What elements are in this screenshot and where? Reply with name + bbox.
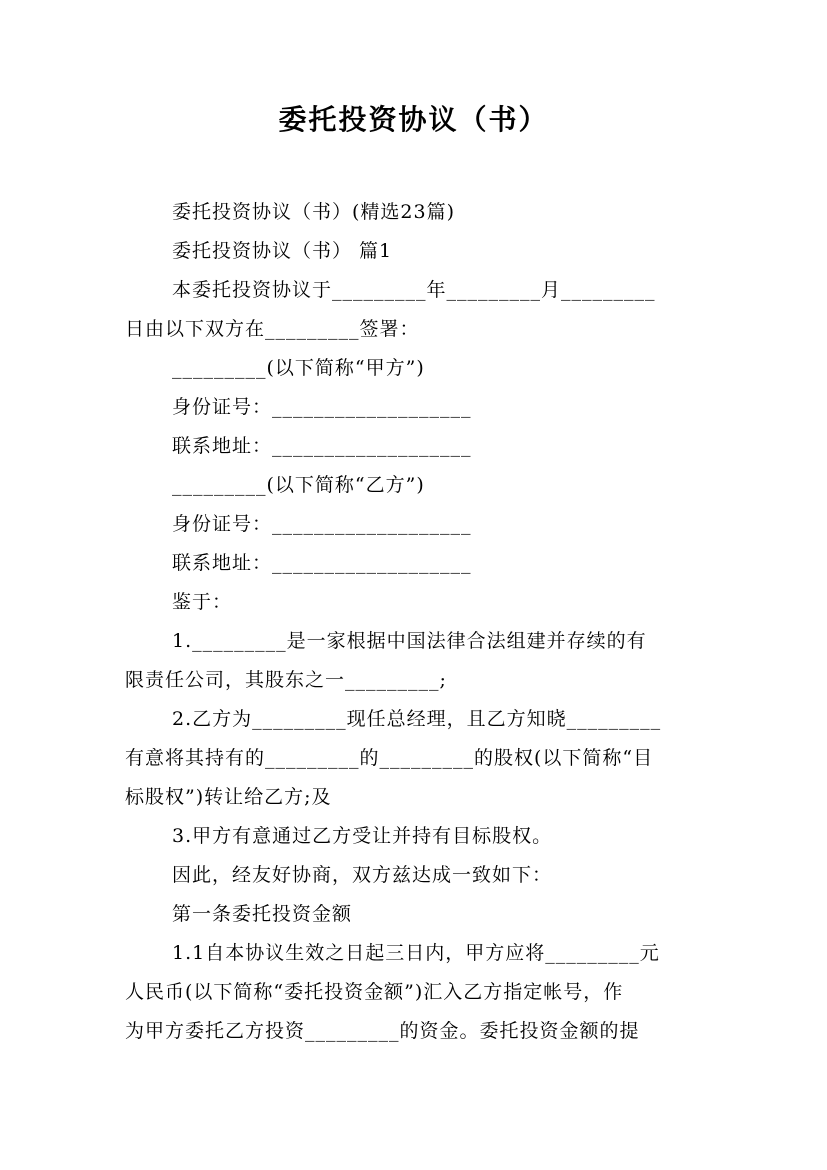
paragraph-line: _________(以下简称“乙方”) (172, 474, 425, 496)
paragraph-line: 日由以下双方在_________签署： (125, 318, 420, 340)
paragraph-line: 1.1自本协议生效之日起三日内，甲方应将_________元 (172, 942, 660, 964)
document-title: 委托投资协议（书） (278, 103, 549, 136)
paragraph-line: 人民币(以下简称“委托投资金额”)汇入乙方指定帐号，作 (125, 981, 624, 1003)
paragraph-line: _________(以下简称“甲方”) (172, 357, 425, 379)
paragraph-line: 3.甲方有意通过乙方受让并持有目标股权。 (172, 825, 553, 847)
paragraph-line: 为甲方委托乙方投资_________的资金。委托投资金额的提 (125, 1020, 640, 1042)
paragraph-line: 联系地址：___________________ (172, 552, 472, 574)
paragraph-line: 第一条委托投资金额 (172, 903, 353, 925)
paragraph-line: 1._________是一家根据中国法律合法组建并存续的有 (172, 630, 647, 652)
paragraph-line: 限责任公司，其股东之一_________; (125, 669, 447, 691)
document-body (125, 193, 705, 1051)
paragraph-line: 委托投资协议（书） 篇1 (172, 240, 393, 262)
paragraph-line: 联系地址：___________________ (172, 435, 472, 457)
paragraph-line: 鉴于： (172, 591, 233, 613)
paragraph-line: 因此，经友好协商，双方兹达成一致如下： (172, 864, 553, 886)
paragraph-line: 身份证号：___________________ (172, 396, 472, 418)
paragraph-line: 委托投资协议（书）(精选23篇) (172, 201, 456, 223)
paragraph-line: 身份证号：___________________ (172, 513, 472, 535)
paragraph-line: 标股权”)转让给乙方;及 (125, 786, 332, 808)
paragraph-line: 有意将其持有的_________的_________的股权(以下简称“目 (125, 747, 654, 769)
paragraph-line: 本委托投资协议于_________年_________月_________ (172, 279, 656, 301)
paragraph-line: 2.乙方为_________现任总经理，且乙方知晓_________ (172, 708, 662, 730)
